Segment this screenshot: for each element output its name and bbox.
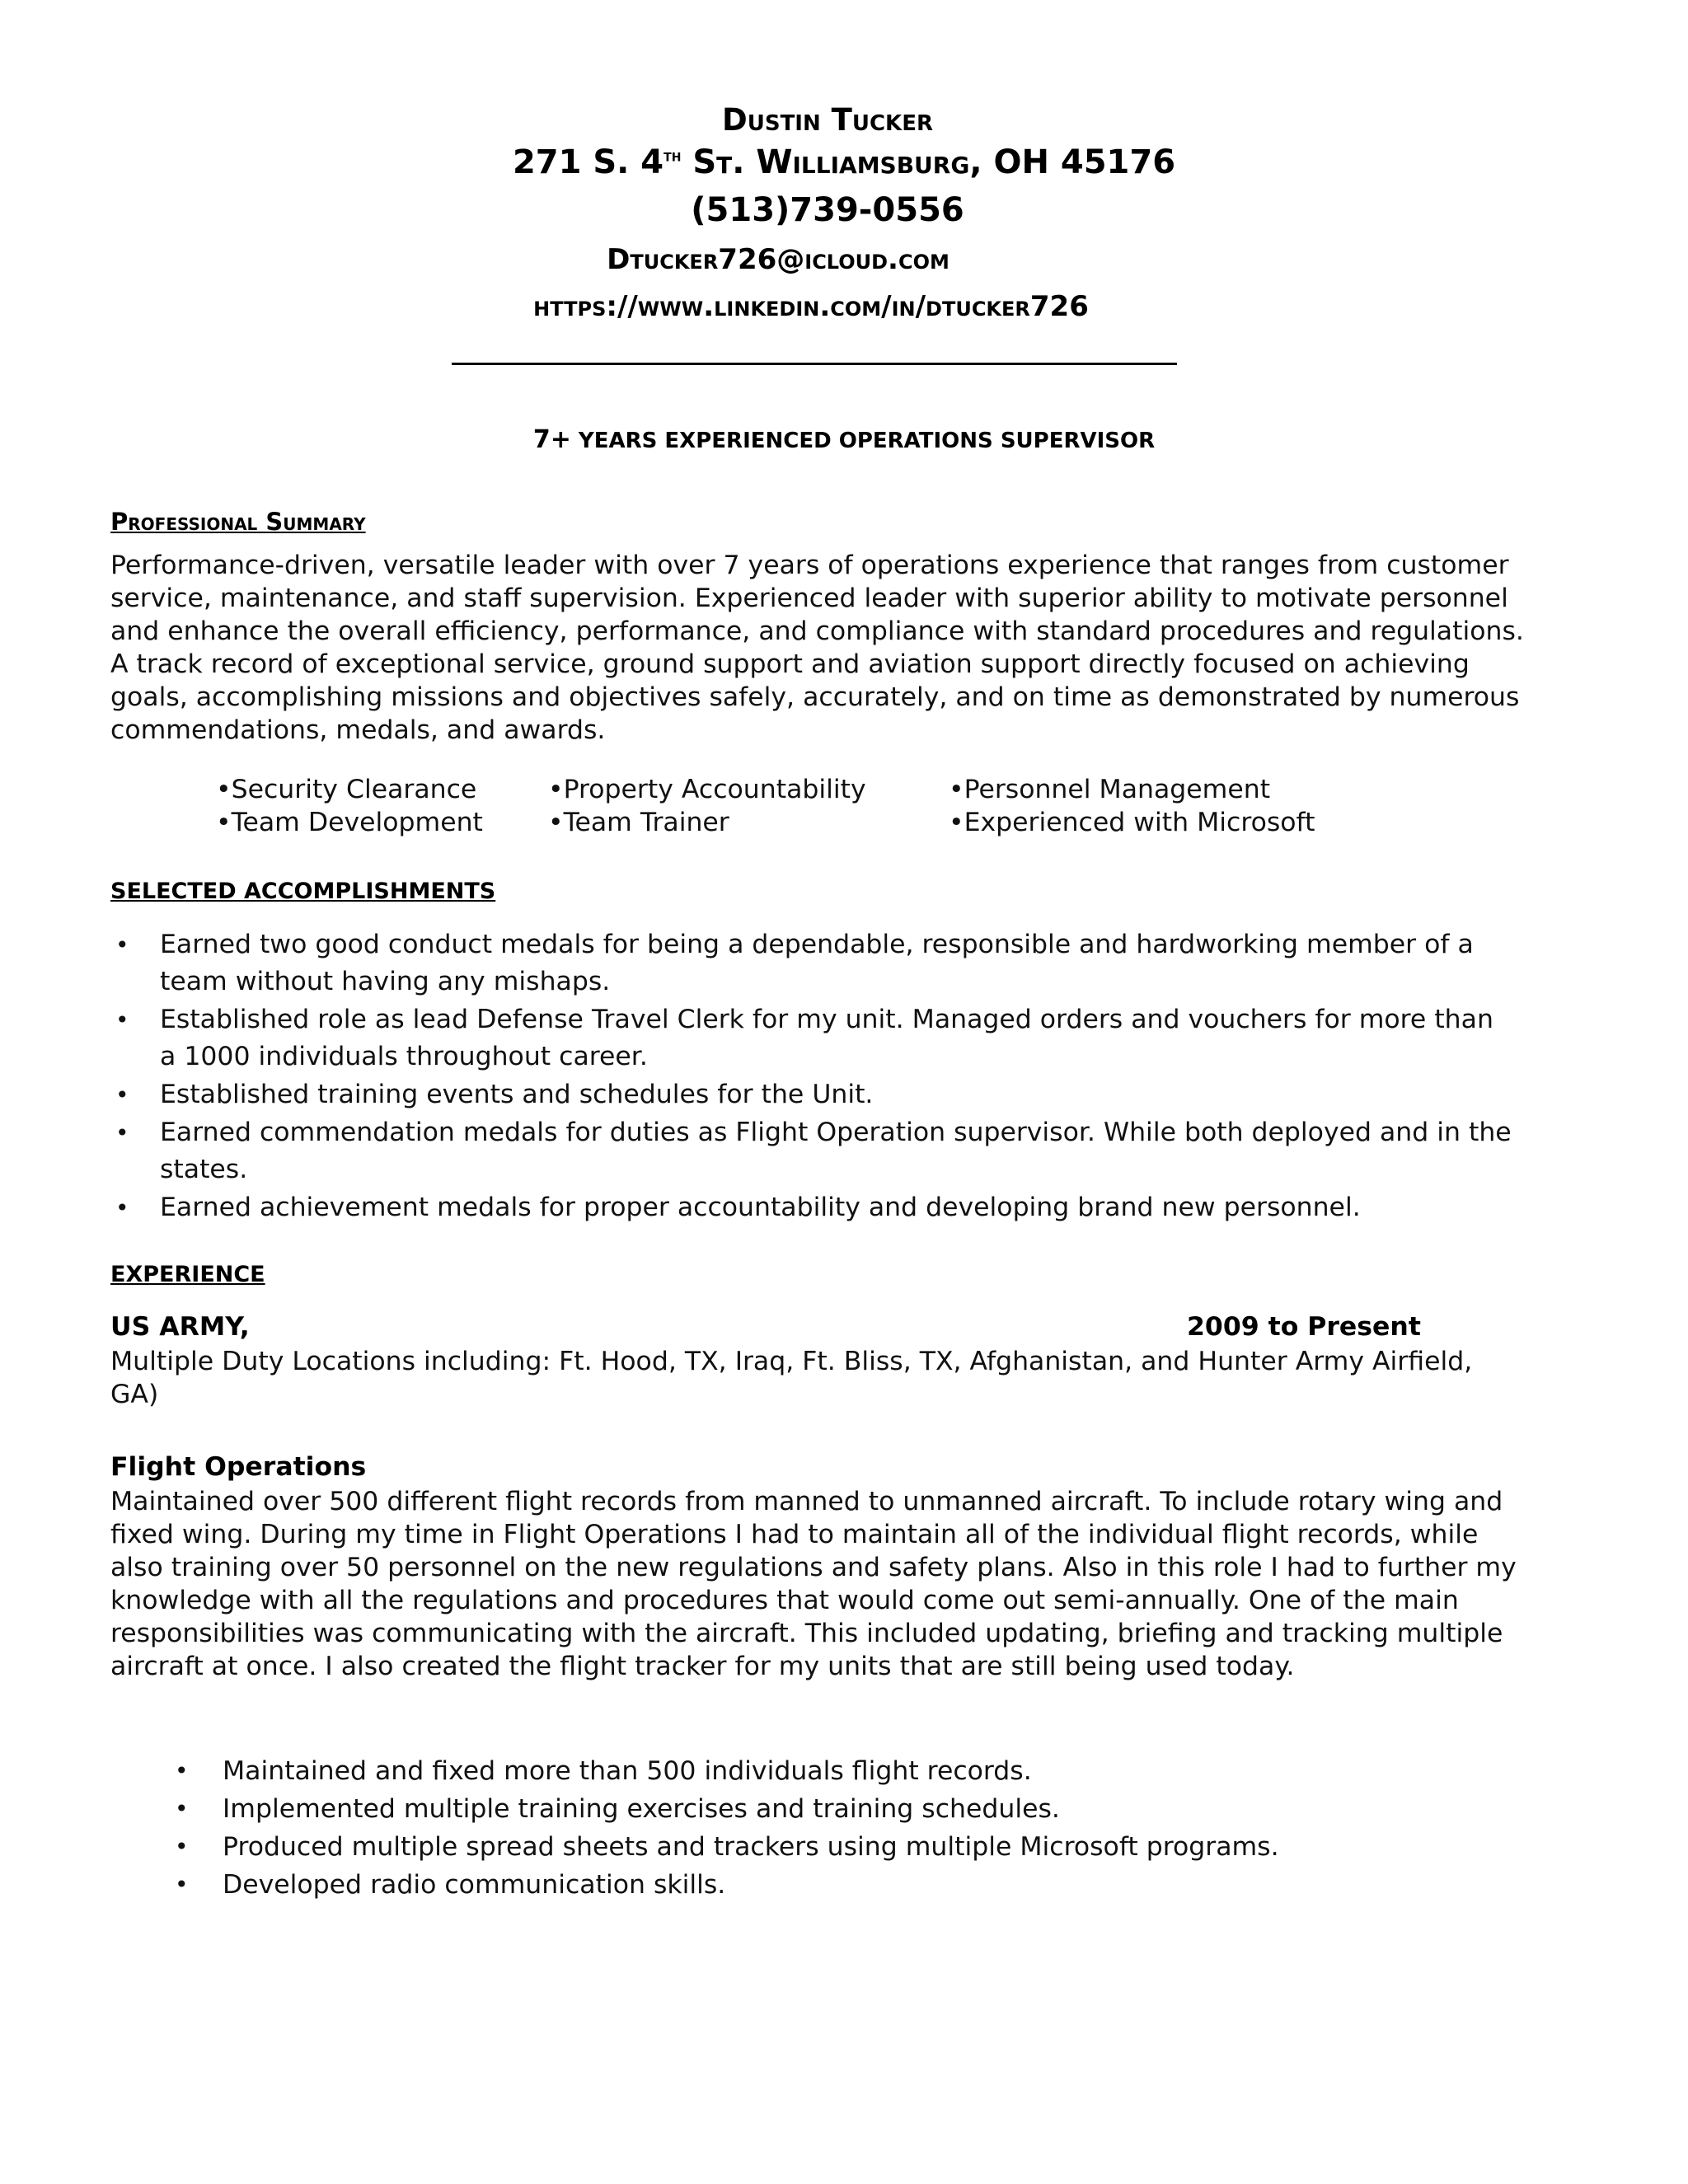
- accomplishment-item: [115, 1001, 1512, 1076]
- employment-dates: 2009 to Present: [1187, 1312, 1421, 1342]
- accomplishment-item: [115, 1189, 1512, 1226]
- role-bullet-text: Implemented multiple training exercises and training schedules.: [223, 1794, 1060, 1824]
- experience-heading: EXPERIENCE: [110, 1262, 265, 1287]
- employer-name: US ARMY,: [110, 1312, 250, 1342]
- accomplishments-list: [115, 926, 1512, 1227]
- bullet-icon: •: [115, 1081, 129, 1108]
- accomplishment-item: [115, 926, 1512, 1001]
- role-bullet-text: Produced multiple spread sheets and trackers using multiple Microsoft programs.: [223, 1832, 1279, 1862]
- accomplishment-text: Established training events and schedules for the Unit.: [160, 1080, 874, 1109]
- duty-locations: Multiple Duty Locations including: Ft. Hood, TX, Iraq, Ft. Bliss, TX, Afghanistan, and Hunter Army Airfield, GA): [110, 1347, 1473, 1409]
- role-bullet-text: Maintained and fixed more than 500 individuals flight records.: [223, 1756, 1032, 1786]
- bullet-icon: •: [115, 1006, 129, 1033]
- role-bullet-item: [175, 1828, 1508, 1866]
- skills-row: [216, 806, 1377, 839]
- accomplishment-text: Earned achievement medals for proper accountability and developing brand new personnel.: [160, 1193, 1361, 1222]
- role-bullet-text: Developed radio communication skills.: [223, 1870, 726, 1900]
- candidate-name: Dustin Tucker: [722, 102, 933, 138]
- bullet-icon: •: [175, 1757, 189, 1784]
- skill-item: •Experienced with Microsoft: [949, 808, 1315, 837]
- skill-item: •Team Development: [216, 808, 483, 837]
- bullet-icon: •: [175, 1795, 189, 1822]
- accomplishment-text: Earned commendation medals for duties as Flight Operation supervisor. While both deployed and in the states.: [160, 1118, 1512, 1184]
- accomplishment-item: [115, 1114, 1512, 1188]
- role-bullet-item: [175, 1790, 1508, 1828]
- accomplishment-text: Earned two good conduct medals for being a dependable, responsible and hardworking member of a team without having any mishaps.: [160, 930, 1474, 996]
- role-bullet-item: [175, 1866, 1508, 1904]
- skills-row: [216, 773, 1377, 806]
- skill-item: •Team Trainer: [548, 808, 729, 837]
- bullet-icon: •: [115, 1119, 129, 1146]
- address-line-start: 271 S. 4: [512, 143, 664, 181]
- candidate-address: [0, 143, 1688, 181]
- accomplishments-heading: SELECTED ACCOMPLISHMENTS: [110, 879, 496, 904]
- summary-text: Performance-driven, versatile leader with over 7 years of operations experience that ranges from customer service, maintenance, and staff supervision. Experienced leader with superior ability to motivate personnel and enhance the overall efficiency, performance, and compliance with standard procedures and regulations. A track record of exceptional service, ground support and aviation support directly focused on achieving goals, accomplishing missions and objectives safely, accurately, and on time as demonstrated by numerous commendations, medals, and awards.: [110, 551, 1524, 745]
- resume-headline: [0, 425, 1688, 454]
- headline-text: YEARS EXPERIENCED OPERATIONS SUPERVISOR: [570, 429, 1156, 453]
- address-line-end: St. Williamsburg, OH 45176: [681, 143, 1176, 181]
- accomplishment-item: [115, 1076, 1512, 1113]
- bullet-icon: •: [115, 1194, 129, 1221]
- address-superscript: th: [663, 145, 682, 166]
- candidate-email[interactable]: Dtucker726@icloud.com: [607, 243, 950, 276]
- bullet-icon: •: [175, 1871, 189, 1898]
- role-bullets: [175, 1752, 1508, 1904]
- skill-item: •Personnel Management: [949, 775, 1271, 804]
- bullet-icon: •: [115, 931, 129, 958]
- skill-item: •Property Accountability: [548, 775, 866, 804]
- role-bullet-item: [175, 1752, 1508, 1790]
- skills-grid: [216, 773, 1377, 839]
- accomplishment-text: Established role as lead Defense Travel Clerk for my unit. Managed orders and vouchers for more than a 1000 individuals throughout career.: [160, 1005, 1493, 1071]
- summary-heading: Professional Summary: [110, 508, 366, 536]
- skill-item: •Security Clearance: [216, 775, 477, 804]
- linkedin-link[interactable]: https://www.linkedin.com/in/dtucker726: [533, 290, 1089, 323]
- role-title: Flight Operations: [110, 1452, 367, 1482]
- candidate-phone: (513)739-0556: [691, 191, 964, 229]
- header-divider: [452, 363, 1177, 365]
- role-description: Maintained over 500 different flight records from manned to unmanned aircraft. To include rotary wing and fixed wing. During my time in Flight Operations I had to maintain all of the individual flight records, while also training over 50 personnel on the new regulations and safety plans. Also in this role I had to further my knowledge with all the regulations and procedures that would come out semi-annually. One of the main responsibilities was communicating with the aircraft. This included updating, briefing and tracking multiple aircraft at once. I also created the flight tracker for my units that are still being used today.: [110, 1487, 1517, 1681]
- bullet-icon: •: [175, 1833, 189, 1860]
- headline-years: 7+: [532, 425, 571, 454]
